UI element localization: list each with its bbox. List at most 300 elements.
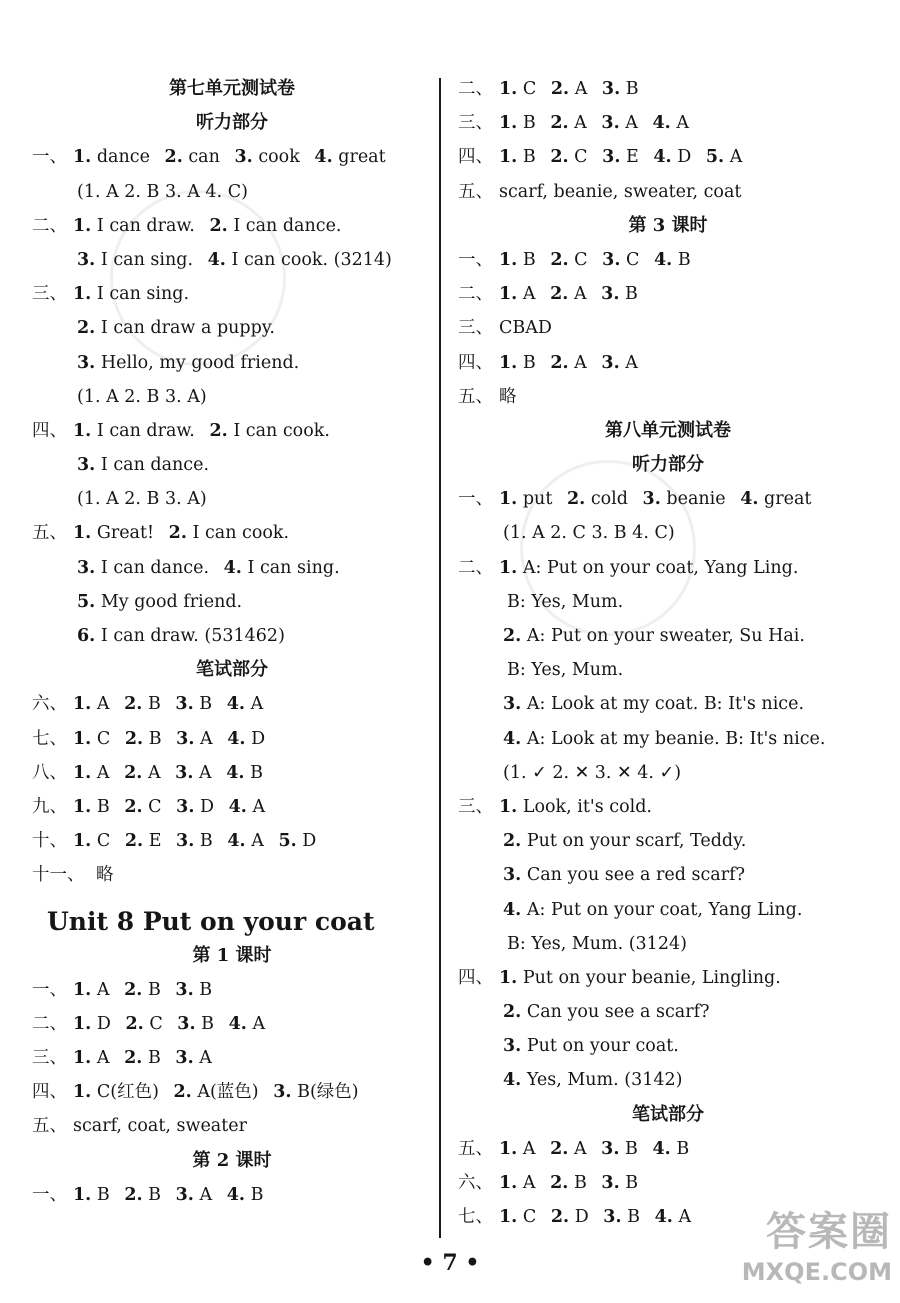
answer-text: B (199, 979, 213, 1000)
item-number: 3. (273, 1082, 292, 1103)
item-number: 2. (125, 1013, 144, 1034)
answer-text: A (522, 284, 536, 305)
item-number: 1. (499, 113, 518, 134)
item-number: 2. (566, 489, 586, 510)
answer-line (32, 277, 432, 311)
item-number: 3. (175, 1184, 194, 1205)
question-number: 十、 (32, 831, 67, 852)
item-number: 2. (550, 1173, 569, 1193)
answer-text: B: Yes, Mum. (507, 660, 624, 681)
answer-text: Put on your beanie, Lingling. (522, 967, 781, 988)
answer-text: C (522, 1207, 537, 1228)
answer-text: I can sing. (96, 284, 190, 305)
question-number: 三、 (458, 796, 493, 817)
answer-line (458, 482, 878, 516)
item-number: 4. (503, 899, 522, 920)
item-number: 3. (601, 284, 620, 305)
question-number: 五、 (32, 523, 67, 544)
item-number: 2. (550, 284, 569, 305)
item-number: 1. (73, 420, 92, 441)
answer-line (32, 973, 432, 1007)
item-number: 1. (73, 1184, 92, 1205)
question-number: 一、 (32, 979, 67, 1000)
item-number: 3. (77, 249, 96, 270)
answer-text: D (302, 831, 317, 852)
item-number: 1. (73, 979, 92, 1000)
item-number: 3. (601, 352, 620, 373)
answer-line (32, 140, 432, 174)
item-number: 4. (503, 728, 522, 749)
item-number: 1. (499, 967, 518, 988)
item-number: 1. (499, 796, 518, 817)
answer-text: B (522, 352, 536, 373)
answer-text: Hello, my good friend. (100, 352, 300, 373)
answer-line (458, 756, 878, 790)
question-number: 一、 (32, 1184, 67, 1205)
item-number: 3. (234, 147, 253, 168)
answer-text: E (626, 147, 639, 168)
item-number: 3. (175, 694, 194, 715)
answer-text: A (199, 1184, 213, 1205)
item-number: 1. (73, 728, 92, 749)
item-number: 3. (176, 796, 195, 817)
answer-text: cook (258, 147, 300, 168)
answer-text: I can draw. (96, 420, 195, 441)
answer-line (458, 551, 878, 585)
answer-text: (1. ✓ 2. ✕ 3. ✕ 4. ✓) (503, 762, 682, 783)
answer-text: D (96, 1013, 111, 1034)
answer-text: C (574, 147, 588, 168)
answer-line (32, 482, 432, 516)
answer-text: can (188, 147, 220, 168)
item-number: 1. (73, 1082, 92, 1103)
item-number: 2. (173, 1082, 192, 1103)
answer-text: C (96, 831, 111, 852)
answer-text: (1. A 2. B 3. A) (77, 489, 207, 510)
item-number: 4. (740, 489, 759, 510)
answer-text: B (522, 147, 536, 168)
answer-text: A (676, 113, 689, 134)
answer-text: E (148, 831, 162, 852)
right-column (458, 72, 878, 1234)
item-number: 2. (550, 147, 569, 168)
item-number: 4. (227, 728, 246, 749)
watermark (722, 1207, 892, 1295)
answer-line (458, 72, 878, 106)
answer-text: D (200, 796, 215, 817)
item-number: 2. (550, 1207, 570, 1228)
answer-line (32, 687, 432, 721)
question-number: 四、 (458, 352, 493, 373)
answer-text: My good friend. (100, 591, 243, 612)
item-number: 4. (226, 762, 245, 783)
answer-text: A (199, 762, 212, 783)
answer-text: (1. A 2. B 3. A 4. C) (77, 181, 248, 202)
answer-text: A: Look at my coat. B: It's nice. (526, 694, 805, 715)
answer-line (32, 585, 432, 619)
answer-text: A: Look at my beanie. B: It's nice. (526, 728, 826, 749)
answer-line (458, 277, 878, 311)
item-number: 1. (73, 147, 92, 168)
answer-text: C(红色) (96, 1082, 159, 1103)
answer-text: beanie (666, 489, 726, 510)
answer-line (458, 927, 878, 961)
answer-text: I can cook. (3214) (231, 249, 392, 270)
answer-text: I can draw. (96, 215, 195, 236)
section-heading: 第 3 课时 (628, 214, 708, 236)
answer-line (32, 824, 432, 858)
answer-text: A: Put on your sweater, Su Hai. (526, 626, 805, 646)
answer-line (458, 961, 878, 995)
section-heading: 听力部分 (196, 112, 268, 134)
item-number: 2. (124, 728, 144, 749)
section-heading: 笔试部分 (196, 659, 268, 681)
section-heading: 第七单元测试卷 (169, 78, 295, 99)
item-number: 2. (124, 796, 143, 817)
item-number: 2. (164, 147, 183, 168)
item-number: 3. (77, 352, 96, 373)
item-number: 4. (653, 249, 673, 270)
answer-text: cold (590, 489, 628, 510)
answer-text: I can sing. (247, 557, 340, 578)
question-number: 二、 (32, 215, 67, 236)
item-number: 3. (602, 249, 621, 270)
item-number: 4. (226, 694, 245, 715)
answer-line (458, 790, 878, 824)
answer-line (458, 311, 878, 345)
answer-text: scarf, coat, sweater (73, 1116, 247, 1137)
answer-line (32, 551, 432, 585)
item-number: 2. (124, 762, 143, 783)
item-number: 3. (175, 762, 194, 783)
question-number: 十一、 (32, 865, 85, 886)
question-number: 五、 (458, 1138, 493, 1159)
column-divider (439, 78, 441, 1238)
item-number: 4. (653, 147, 672, 168)
item-number: 1. (499, 249, 518, 270)
answer-text: B (250, 762, 263, 783)
answer-text: D (677, 147, 692, 168)
answer-line (32, 1109, 432, 1143)
answer-line (458, 1029, 878, 1063)
answer-text: B (199, 694, 213, 715)
answer-text: B (96, 796, 110, 817)
item-number: 1. (499, 1138, 518, 1159)
item-number: 1. (73, 215, 92, 236)
answer-text: A (96, 762, 110, 783)
answer-line (32, 756, 432, 790)
answer-line (32, 209, 432, 243)
question-number: 二、 (458, 79, 493, 99)
item-number: 3. (77, 557, 96, 578)
item-number: 4. (227, 831, 246, 852)
item-number: 4. (228, 796, 247, 817)
answer-text: A (96, 979, 110, 1000)
answer-line (32, 1178, 432, 1212)
answer-text: C (148, 796, 162, 817)
section-heading: 听力部分 (632, 454, 704, 476)
answer-text: great (338, 147, 386, 168)
answer-line (458, 175, 878, 209)
answer-text: A (625, 352, 638, 373)
answer-text: Great! (96, 523, 155, 544)
answer-text: B (96, 1184, 110, 1205)
answer-text: C (574, 249, 588, 270)
answer-text: A (252, 796, 266, 817)
answer-text: B (148, 728, 162, 749)
answer-line (32, 448, 432, 482)
answer-line (32, 1075, 432, 1109)
item-number: 4. (654, 1207, 673, 1228)
question-number: 二、 (32, 1013, 67, 1034)
item-number: 2. (124, 979, 143, 1000)
answer-text: dance (96, 147, 150, 168)
answer-text: B (199, 831, 213, 852)
question-number: 一、 (32, 147, 67, 168)
answer-text: B (625, 284, 638, 305)
item-number: 4. (652, 1138, 671, 1159)
answer-text: B (148, 1184, 162, 1205)
answer-text: A (250, 694, 264, 715)
item-number: 2. (124, 1048, 143, 1069)
answer-text: A (522, 1173, 536, 1193)
answer-line (458, 995, 878, 1029)
answer-line (458, 380, 878, 414)
answer-text: A (625, 113, 638, 134)
item-number: 3. (601, 1138, 620, 1159)
item-number: 1. (73, 1013, 92, 1034)
answer-line (32, 619, 432, 653)
answer-line (458, 346, 878, 380)
answer-text: put (522, 489, 553, 510)
answer-line (32, 243, 432, 277)
answer-line (458, 687, 878, 721)
item-number: 6. (77, 626, 96, 646)
answer-line (458, 893, 878, 927)
answer-line (458, 243, 878, 277)
item-number: 3. (642, 489, 661, 510)
answer-text: I can draw a puppy. (100, 318, 275, 339)
question-number: 五、 (458, 181, 493, 202)
answer-text: A (573, 1138, 587, 1159)
answer-line (32, 1041, 432, 1075)
answer-line (458, 722, 878, 756)
item-number: 3. (175, 1048, 194, 1069)
answer-text: B: Yes, Mum. (3124) (507, 933, 687, 954)
answer-text: I can dance. (233, 215, 342, 236)
question-number: 三、 (458, 318, 493, 339)
answer-line (32, 346, 432, 380)
answer-text: C (149, 1013, 163, 1034)
answer-text: B (147, 694, 161, 715)
item-number: 1. (73, 284, 92, 305)
item-number: 3. (601, 79, 621, 99)
answer-text: B: Yes, Mum. (507, 591, 624, 612)
item-number: 4. (228, 1013, 247, 1034)
question-number: 二、 (458, 284, 493, 305)
question-number: 三、 (458, 113, 493, 134)
question-number: 四、 (458, 967, 493, 988)
item-number: 4. (652, 113, 671, 134)
item-number: 4. (503, 1070, 522, 1091)
item-number: 5. (705, 147, 725, 168)
item-number: 3. (503, 1036, 522, 1057)
item-number: 2. (124, 694, 143, 715)
answer-text: great (764, 489, 812, 510)
item-number: 3. (601, 1173, 620, 1193)
question-number: 一、 (458, 249, 493, 270)
item-number: 1. (499, 352, 518, 373)
answer-text: B (625, 1138, 638, 1159)
answer-text: A (200, 728, 213, 749)
item-number: 1. (73, 523, 92, 544)
question-number: 一、 (458, 489, 493, 510)
answer-line (32, 516, 432, 550)
answer-text: D (574, 1207, 589, 1228)
question-number: 四、 (32, 420, 67, 441)
item-number: 2. (503, 1002, 522, 1023)
question-number: 四、 (32, 1082, 67, 1103)
unit-title: Unit 8 Put on your coat (47, 906, 375, 936)
answer-text: B (147, 979, 161, 1000)
answer-text: B (522, 113, 536, 134)
item-number: 1. (499, 557, 518, 578)
section-heading: 第 2 课时 (192, 1149, 272, 1171)
item-number: 2. (209, 215, 228, 236)
item-number: 1. (73, 694, 92, 715)
item-number: 1. (73, 762, 92, 783)
item-number: 2. (550, 79, 570, 99)
left-column (32, 72, 432, 1212)
answer-line (458, 140, 878, 174)
answer-text: CBAD (499, 318, 552, 339)
answer-line (458, 824, 878, 858)
answer-text: A (96, 1048, 110, 1069)
item-number: 3. (601, 113, 620, 134)
answer-text: A (147, 762, 161, 783)
answer-line (458, 1132, 878, 1166)
answer-text: B (627, 1207, 641, 1228)
answer-text: B (250, 1184, 264, 1205)
item-number: 2. (550, 352, 569, 373)
answer-line (458, 516, 878, 550)
question-number: 三、 (32, 1048, 67, 1069)
item-number: 3. (503, 694, 522, 715)
item-number: 1. (73, 796, 92, 817)
answer-text: B (147, 1048, 161, 1069)
answer-text: C (626, 249, 640, 270)
answer-text: A (573, 284, 587, 305)
item-number: 3. (603, 1207, 622, 1228)
answer-text: Can you see a red scarf? (526, 865, 745, 886)
answer-text: B (522, 249, 536, 270)
watermark-url: MXQE.COM (741, 1258, 892, 1286)
answer-text: B (676, 1138, 690, 1159)
answer-text: I can cook. (192, 523, 290, 544)
answer-text: C (522, 79, 537, 99)
answer-text: A (199, 1048, 212, 1069)
question-number: 九、 (32, 796, 67, 817)
answer-line (32, 790, 432, 824)
answer-text: (1. A 2. B 3. A) (77, 386, 207, 407)
question-number: 三、 (32, 284, 67, 305)
answer-text: A (252, 1013, 266, 1034)
answer-text: I can draw. (531462) (100, 626, 285, 646)
item-number: 2. (124, 1184, 143, 1205)
answer-text: B (573, 1173, 587, 1193)
answer-text: C (96, 728, 111, 749)
question-number: 六、 (458, 1173, 493, 1193)
item-number: 1. (499, 1173, 518, 1193)
item-number: 1. (73, 831, 92, 852)
item-number: 2. (503, 831, 522, 852)
answer-line (458, 653, 878, 687)
answer-text: A (574, 79, 588, 99)
answer-line (458, 106, 878, 140)
answer-text: I can dance. (100, 455, 210, 476)
item-number: 3. (503, 865, 522, 886)
answer-text: Put on your coat. (526, 1036, 679, 1057)
item-number: 3. (175, 979, 194, 1000)
answer-text: Yes, Mum. (3142) (526, 1070, 683, 1091)
answer-text: B (677, 249, 691, 270)
item-number: 1. (499, 284, 518, 305)
item-number: 4. (207, 249, 226, 270)
answer-text: I can sing. (100, 249, 194, 270)
answer-line (458, 858, 878, 892)
item-number: 2. (168, 523, 187, 544)
item-number: 2. (550, 1138, 569, 1159)
item-number: 5. (278, 831, 297, 852)
answer-text: A (96, 694, 110, 715)
item-number: 2. (77, 318, 96, 339)
answer-text: Look, it's cold. (522, 796, 652, 817)
question-number: 七、 (32, 728, 67, 749)
answer-text: A(蓝色) (197, 1082, 259, 1103)
answer-text: A (678, 1207, 692, 1228)
answer-text: A: Put on your coat, Yang Ling. (526, 899, 803, 920)
answer-text: A: Put on your coat, Yang Ling. (522, 557, 799, 578)
item-number: 2. (209, 420, 228, 441)
section-heading: 第 1 课时 (192, 944, 272, 966)
answer-text: A (729, 147, 743, 168)
answer-text: Can you see a scarf? (526, 1002, 710, 1023)
question-number: 四、 (458, 147, 493, 168)
answer-text: 略 (96, 865, 114, 886)
answer-line (458, 1063, 878, 1097)
answer-text: 略 (499, 386, 517, 407)
question-number: 八、 (32, 762, 67, 783)
answer-line (32, 1007, 432, 1041)
item-number: 3. (602, 147, 621, 168)
answer-text: scarf, beanie, sweater, coat (499, 181, 742, 202)
answer-line (458, 1166, 878, 1200)
question-number: 六、 (32, 694, 67, 715)
item-number: 2. (503, 626, 522, 646)
answer-line (32, 175, 432, 209)
answer-text: Put on your scarf, Teddy. (526, 831, 747, 852)
answer-line (458, 619, 878, 653)
question-number: 五、 (458, 386, 493, 407)
item-number: 1. (499, 1207, 518, 1228)
item-number: 1. (499, 79, 518, 99)
item-number: 1. (499, 147, 518, 168)
item-number: 4. (314, 147, 333, 168)
answer-line (458, 585, 878, 619)
answer-text: D (251, 728, 266, 749)
item-number: 4. (223, 557, 242, 578)
answer-text: (1. A 2. C 3. B 4. C) (503, 523, 675, 544)
